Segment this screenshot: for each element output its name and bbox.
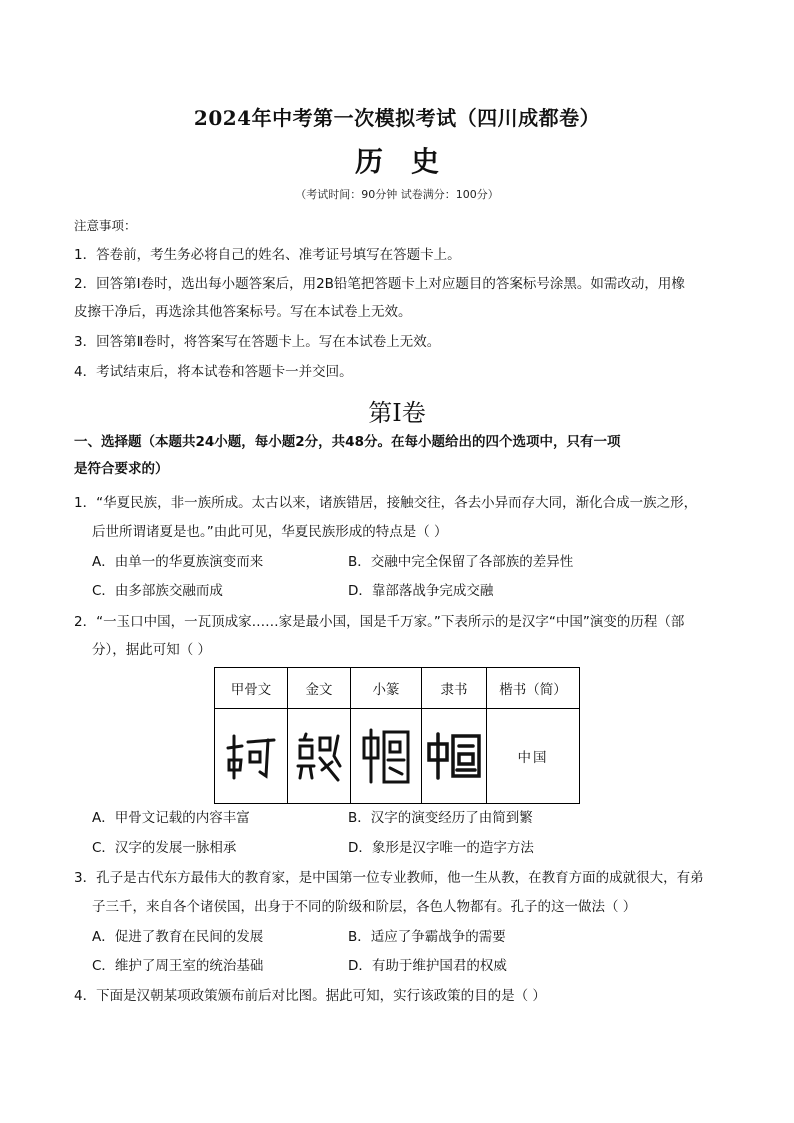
note-item: 3．回答第Ⅱ卷时，将答案写在答题卡上。写在本试卷上无效。: [74, 334, 441, 350]
question-1-option-a[interactable]: A．由单一的华夏族演变而来: [92, 554, 264, 570]
subject-heading: 历史: [354, 145, 467, 178]
section-intro: 是符合要求的）: [74, 461, 169, 477]
bronze-script-glyph: [288, 709, 351, 804]
table-header: 小篆: [351, 668, 422, 709]
question-4-stem: 4．下面是汉朝某项政策颁布前后对比图。据此可知，实行该政策的目的是（ ）: [74, 988, 546, 1004]
notes-label: 注意事项：: [74, 218, 137, 233]
question-3-stem: 3．孔子是古代东方最伟大的教育家，是中国第一位专业教师，他一生从教，在教育方面的成就很大，有弟: [74, 870, 704, 886]
table-header: 楷书（简）: [487, 668, 580, 709]
question-3-option-a[interactable]: A．促进了教育在民间的发展: [92, 929, 264, 945]
question-2-option-c[interactable]: C．汉字的发展一脉相承: [92, 840, 237, 856]
note-item: 2．回答第Ⅰ卷时，选出每小题答案后，用2B铅笔把答题卡上对应题目的答案标号涂黑。如需改动，用橡: [74, 276, 685, 292]
question-1-option-c[interactable]: C．由多部族交融而成: [92, 583, 223, 599]
note-item: 4．考试结束后，将本试卷和答题卡一并交回。: [74, 364, 353, 380]
question-3-option-c[interactable]: C．维护了周王室的统治基础: [92, 958, 264, 974]
question-1-stem: 1．“华夏民族，非一族所成。太古以来，诸族错居，接触交往，各去小异而存大同，渐化合成一族之形，: [74, 495, 698, 511]
exam-title: 2024年中考第一次模拟考试（四川成都卷）: [193, 106, 601, 130]
question-2-stem: 2．“一玉口中国，一瓦顶成家……家是最小国，国是千万家。”下表所示的是汉字“中国”演变的历程（部: [74, 614, 685, 630]
clerical-script-glyph: [422, 709, 487, 804]
section-intro: 一、选择题（本题共24小题，每小题2分，共48分。在每小题给出的四个选项中，只有一项: [74, 434, 621, 450]
question-1-stem: 后世所谓诸夏是也。”由此可见，华夏民族形成的特点是（ ）: [92, 524, 448, 540]
character-evolution-table: [214, 667, 580, 804]
small-seal-glyph: [351, 709, 422, 804]
oracle-bone-glyph: [215, 709, 288, 804]
table-header: 甲骨文: [215, 668, 288, 709]
note-item: 皮擦干净后，再选涂其他答案标号。写在本试卷上无效。: [74, 304, 412, 320]
question-3-option-d[interactable]: D．有助于维护国君的权威: [348, 958, 507, 974]
table-header: 金文: [288, 668, 351, 709]
question-3-stem: 子三千，来自各个诸侯国，出身于不同的阶级和阶层，各色人物都有。孔子的这一做法（ ）: [92, 899, 637, 915]
exam-info: （考试时间：90分钟 试卷满分：100分）: [295, 188, 499, 201]
question-2-option-a[interactable]: A．甲骨文记载的内容丰富: [92, 810, 250, 826]
question-1-option-d[interactable]: D．靠部落战争完成交融: [348, 583, 494, 599]
table-header: 隶书: [422, 668, 487, 709]
question-3-option-b[interactable]: B．适应了争霸战争的需要: [348, 929, 506, 945]
section-heading: 第Ⅰ卷: [368, 399, 426, 427]
question-2-option-b[interactable]: B．汉字的演变经历了由简到繁: [348, 810, 533, 826]
note-item: 1．答卷前，考生务必将自己的姓名、准考证号填写在答题卡上。: [74, 247, 461, 263]
regular-script-chars: 中国: [487, 709, 580, 804]
question-2-option-d[interactable]: D．象形是汉字唯一的造字方法: [348, 840, 534, 856]
question-1-option-b[interactable]: B．交融中完全保留了各部族的差异性: [348, 554, 574, 570]
question-2-stem: 分），据此可知（ ）: [92, 642, 212, 658]
